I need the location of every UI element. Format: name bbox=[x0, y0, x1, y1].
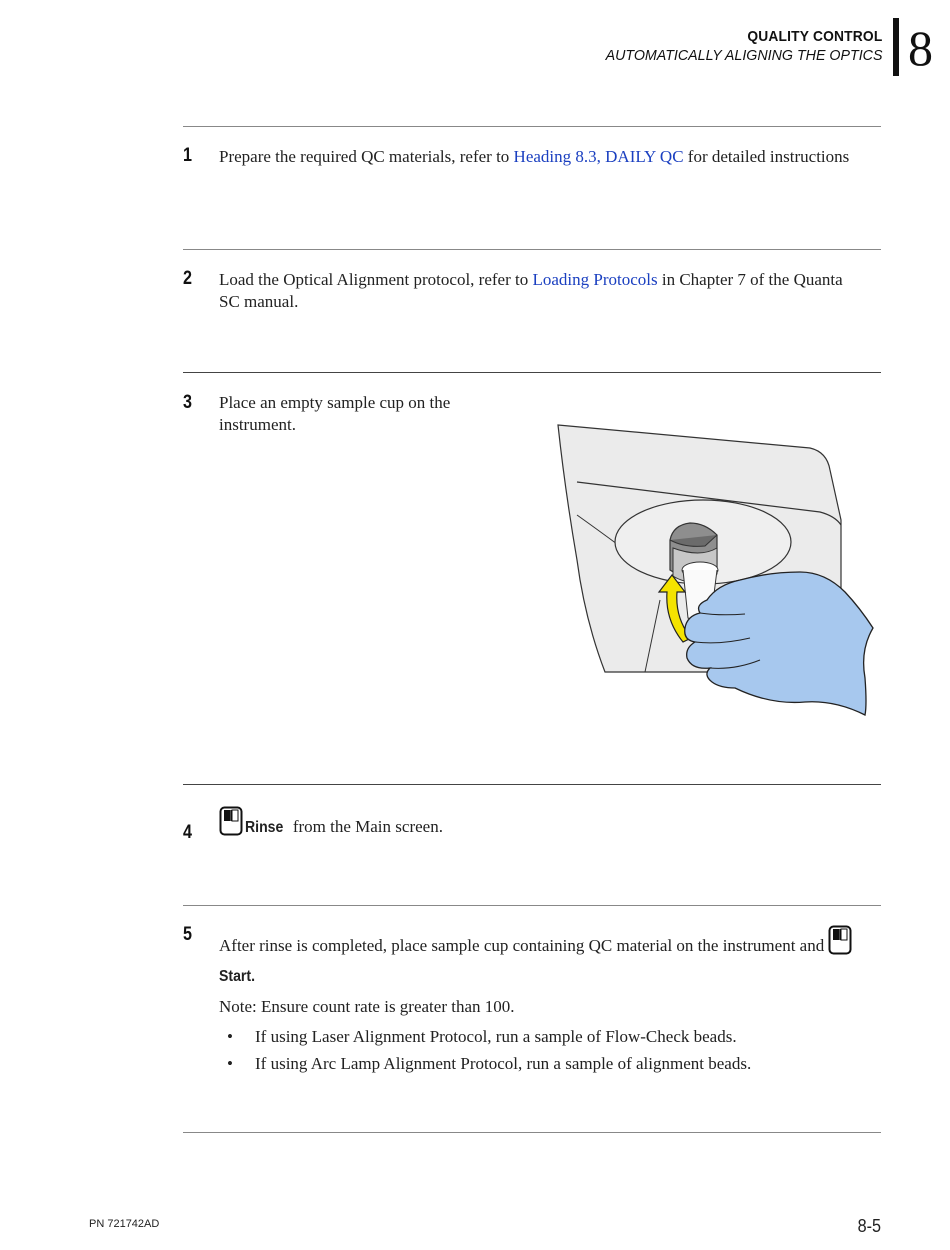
chapter-number: 8 bbox=[908, 20, 933, 76]
loading-protocols-link[interactable]: Loading Protocols bbox=[532, 270, 658, 289]
step-4-text: Rinse from the Main screen. bbox=[219, 806, 859, 843]
note-label: Note bbox=[219, 997, 253, 1016]
step-divider bbox=[183, 905, 881, 906]
start-button-label[interactable]: Start. bbox=[219, 968, 255, 985]
step-3-text: Place an empty sample cup on the instrument. bbox=[219, 393, 451, 434]
part-number: PN 721742AD bbox=[89, 1218, 160, 1230]
note-text: : Ensure count rate is greater than 100. bbox=[252, 997, 515, 1016]
section-title: AUTOMATICALLY ALIGNING THE OPTICS bbox=[605, 47, 882, 64]
step-number: 5 bbox=[183, 924, 192, 945]
step-divider bbox=[183, 784, 881, 785]
chapter-divider-bar bbox=[893, 18, 899, 76]
bullet-list bbox=[219, 1023, 751, 1077]
list-item: • If using Laser Alignment Protocol, run a sample of Flow-Check beads. bbox=[219, 1023, 751, 1050]
step-2-text: Load the Optical Alignment protocol, refer to Loading Protocols in Chapter 7 of the Quanta SC manual. bbox=[219, 270, 843, 311]
step-divider bbox=[183, 1132, 881, 1133]
mouse-click-icon bbox=[828, 925, 852, 955]
step-number: 4 bbox=[183, 822, 192, 843]
step-5-text: After rinse is completed, place sample cup containing QC material on the instrument and Start. bbox=[219, 925, 869, 992]
step-number: 1 bbox=[183, 145, 192, 166]
step-divider bbox=[183, 126, 881, 127]
daily-qc-link[interactable]: Heading 8.3, DAILY QC bbox=[513, 147, 684, 166]
step-divider bbox=[183, 372, 881, 373]
list-item: • If using Arc Lamp Alignment Protocol, run a sample of alignment beads. bbox=[219, 1050, 751, 1077]
sample-cup-placement-illustration bbox=[555, 420, 875, 720]
page-header bbox=[591, 27, 882, 65]
mouse-click-icon bbox=[219, 806, 243, 836]
step-1-text: Prepare the required QC materials, refer to Heading 8.3, DAILY QC for detailed instructions bbox=[219, 147, 850, 166]
step-number: 3 bbox=[183, 392, 192, 413]
step-number: 2 bbox=[183, 268, 192, 289]
step-divider bbox=[183, 249, 881, 250]
chapter-title: QUALITY CONTROL bbox=[746, 28, 882, 45]
page-number: 8-5 bbox=[857, 1216, 881, 1236]
note bbox=[219, 996, 515, 1018]
rinse-button-label[interactable]: Rinse bbox=[245, 819, 284, 836]
